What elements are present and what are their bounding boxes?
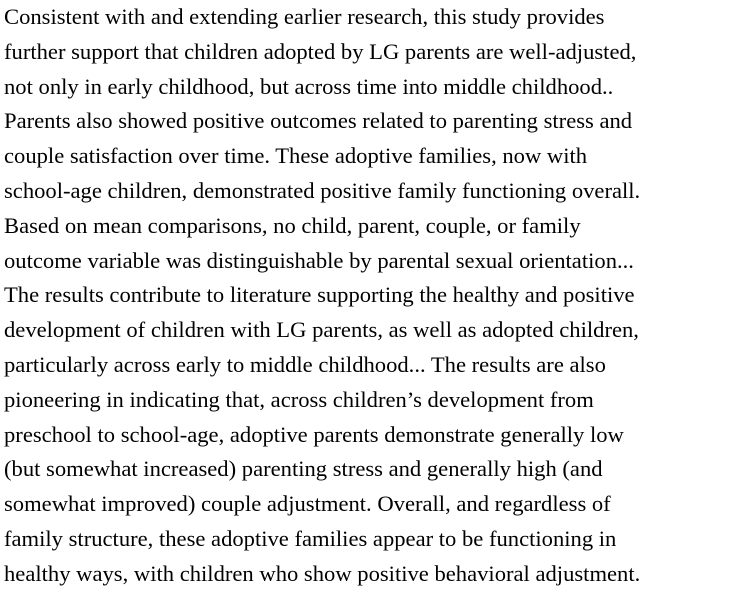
text-line: development of children with LG parents, as well as adopted children,	[4, 317, 639, 343]
text-line: not only in early childhood, but across time into middle childhood..	[4, 73, 614, 99]
text-line: school-age children, demonstrated positive family functioning overall.	[4, 177, 641, 203]
document-text-block	[4, 0, 753, 592]
text-line: The results contribute to literature supporting the healthy and positive	[4, 282, 635, 308]
text-line: healthy ways, with children who show positive behavioral adjustment.	[4, 560, 641, 586]
text-line: particularly across early to middle childhood... The results are also	[4, 351, 606, 377]
text-line: Parents also showed positive outcomes related to parenting stress and	[4, 108, 633, 134]
text-line: family structure, these adoptive families appear to be functioning in	[4, 525, 617, 551]
text-line: Based on mean comparisons, no child, parent, couple, or family	[4, 212, 581, 238]
text-line: somewhat improved) couple adjustment. Overall, and regardless of	[4, 491, 611, 517]
text-line: further support that children adopted by LG parents are well-adjusted,	[4, 38, 637, 64]
text-line: pioneering in indicating that, across children’s development from	[4, 386, 594, 412]
text-line: preschool to school-age, adoptive parents demonstrate generally low	[4, 421, 624, 447]
text-line: (but somewhat increased) parenting stress and generally high (and	[4, 456, 603, 482]
text-line: Consistent with and extending earlier research, this study provides	[4, 4, 605, 29]
text-line: outcome variable was distinguishable by parental sexual orientation...	[4, 247, 634, 273]
text-line: couple satisfaction over time. These adoptive families, now with	[4, 143, 588, 169]
